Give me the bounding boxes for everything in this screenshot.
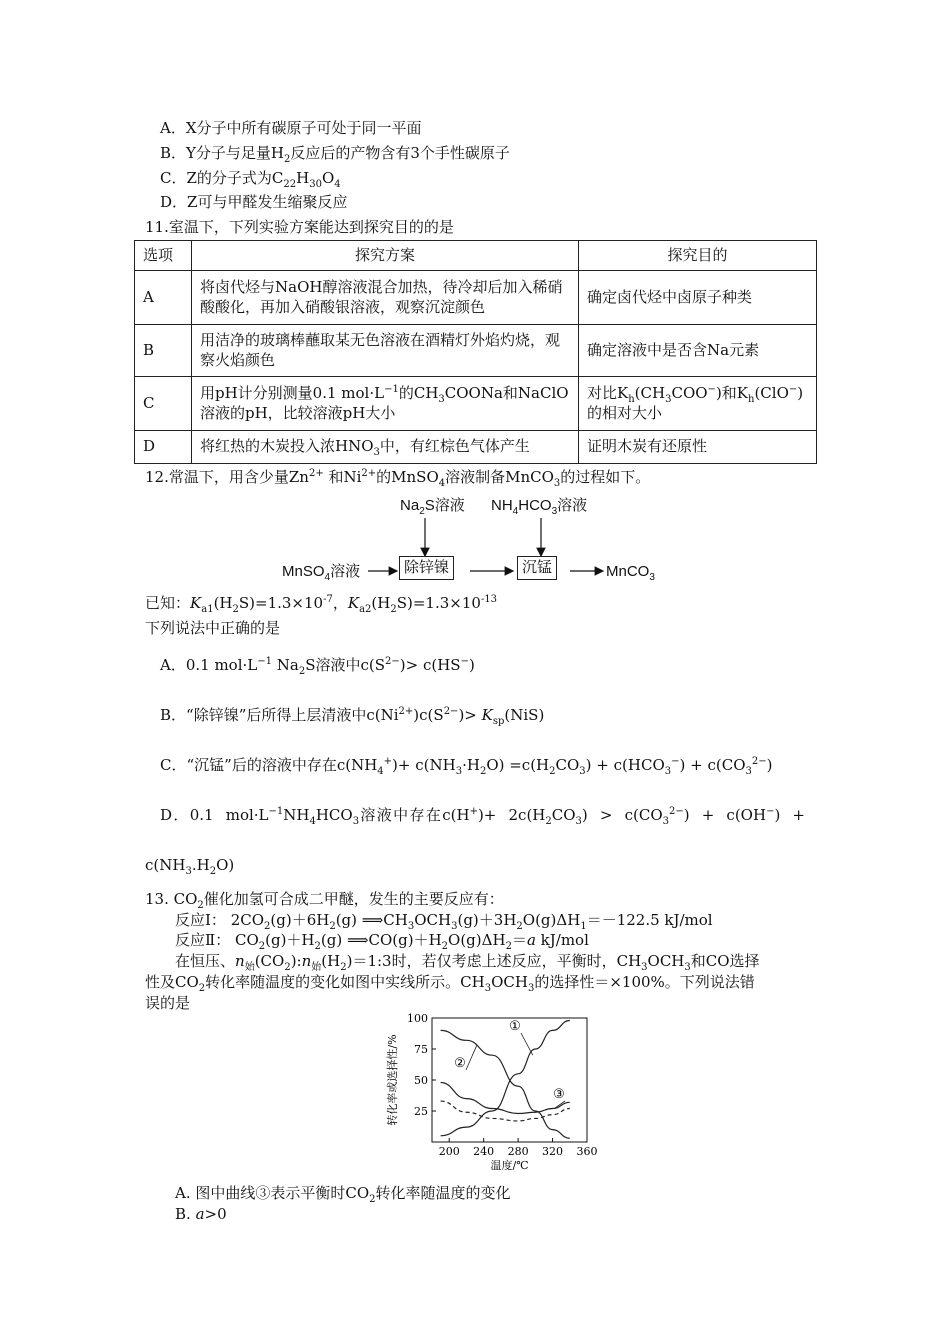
cell-option: C [135,377,192,431]
q13-reaction-2: 反应Ⅱ： $CO_2(g)+H_2(g)$ $⟹CO(g)+H_2O(g)\Delta H_2=a$ kJ/mol [175,931,589,952]
q13-chart [382,1010,612,1170]
y-tick-label: 75 [414,1043,428,1056]
table-row [135,377,817,431]
flow-reagent-na2s: $Na_2S$溶液 [400,497,465,517]
x-tick-label: 240 [473,1145,495,1158]
cell-plan: 将卤代烃与NaOH醇溶液混合加热，待冷却后加入稀硝酸酸化，再加入硝酸银溶液，观察沉淀颜色 [192,271,579,325]
y-tick-label: 100 [407,1012,428,1025]
cell-goal: 对比$K_h(CH_3COO^-)$和$K_h(ClO^-)$的相对大小 [579,377,817,431]
flow-reagent-nh4hco3: $NH_4HCO_3$溶液 [491,497,588,517]
curve-label-2: ② [454,1056,466,1071]
q13-reaction-1: 反应Ⅰ： $2CO_2(g)+6H_2(g)$ $⟹CH_3OCH_3(g)+3H_2O(g)\Delta H_1=-122.5$ kJ/mol [175,911,713,932]
curve-label-leader [466,1045,477,1070]
q13-condition-line-3: 误的是 [145,994,191,1012]
q12-stem: 12.常温下，用含少量$Zn^{2+}$ 和$Ni^{2+}$的MnSO$_4$溶液制备MnCO$_3$的过程如下。 [145,468,651,489]
series-curve-2 [441,1030,570,1138]
x-axis-label: 温度/℃ [490,1159,529,1170]
cell-option: D [135,431,192,464]
cell-option: A [135,271,192,325]
q12-option-b: B．“除锌镍”后所得上层清液中$c(Ni^{2+})c(S^{2-})> K_{sp}(NiS)$ [160,706,545,727]
flow-arrows [0,510,950,590]
curve-label-leader [554,1101,565,1109]
q12-option-a: A．0.1 $mol\cdot L^{-1}$ $Na_2S$溶液中$c(S^{2-})> c(HS^-)$ [160,656,475,677]
q12-option-c: C．“沉锰”后的溶液中存在$c(NH_4^+)+ c(NH_3\cdot H_2O) =c(H_2CO_3) + c(HCO_3^-) + c(CO_3^{2-})$ [160,756,773,777]
cell-goal: 确定卤代烃中卤原子种类 [579,271,817,325]
q12-option-d: D．0.1 $mol\cdot L^{-1}NH_4HCO_3$溶液中存在$c(H^+)+ 2c(H_2CO_3) > c(CO_3^{2-}) + c(OH^-)$ + [160,806,805,827]
q12-option-d-continued: $c(NH_3.H_2O)$ [145,856,235,877]
header-goal: 探究目的 [579,241,817,271]
x-tick-label: 320 [542,1145,564,1158]
cell-option: B [135,325,192,377]
q13-stem: 13. $CO_2$催化加氢可合成二甲醚，发生的主要反应有： [145,890,504,911]
q11-stem: 11.室温下，下列实验方案能达到探究目的的是 [145,218,454,236]
flow-start-mnso4: MnSO$_4$溶液 [282,563,361,583]
curve-label-1: ① [509,1019,521,1034]
flow-end-mnco3: MnCO$_3$ [606,563,655,583]
cell-plan: 用洁净的玻璃棒蘸取某无色溶液在酒精灯外焰灼烧，观察火焰颜色 [192,325,579,377]
table-row [135,271,817,325]
q11-table [134,240,817,464]
header-option: 选项 [135,241,192,271]
x-tick-label: 200 [438,1145,460,1158]
table-row [135,325,817,377]
q12-question: 下列说法中正确的是 [145,619,281,637]
q13-option-b: B. a>0 [175,1205,227,1223]
q10-option-c: C．Z的分子式为$C_{22}H_{30}O_4$ [160,169,341,190]
series-curve-1 [441,1020,570,1135]
curve-label-3: ③ [553,1087,565,1102]
table-row [135,431,817,464]
q10-option-d: D．Z可与甲醛发生缩聚反应 [160,193,348,211]
cell-goal: 证明木炭有还原性 [579,431,817,464]
cell-plan: 用pH计分别测量0.1 $mol\cdot L^{-1}$的$CH_3COONa$和NaClO溶液的pH，比较溶液pH大小 [192,377,579,431]
cell-goal: 确定溶液中是否含Na元素 [579,325,817,377]
q10-option-a: A．X分子中所有碳原子可处于同一平面 [160,119,422,137]
series-curve-3 [441,1082,570,1113]
q12-known: 已知：$K_{a1}(H_2S)=1.3\times 10^{-7}$，$K_{a2}(H_2S)=1.3\times 10^{-13}$ [145,594,498,615]
header-plan: 探究方案 [192,241,579,271]
curve-label-leader [521,1033,533,1055]
q13-condition-line-1: 在恒压、$n_始(CO_2):n_始(H_2)=1:3$时，若仅考虑上述反应，平衡时，$CH_3OCH_3$和CO选择 [175,952,760,973]
y-tick-label: 25 [414,1105,428,1118]
x-tick-label: 280 [507,1145,529,1158]
flow-step-remove-zn-ni: 除锌镍 [399,556,454,580]
q13-condition-line-2: 性及$CO_2$转化率随温度的变化如图中实线所示。$CH_3OCH_3$的选择性＝×100%。下列说法错 [145,973,755,994]
table-header-row [135,241,817,271]
y-tick-label: 50 [414,1074,428,1087]
x-tick-label: 360 [576,1145,598,1158]
q13-option-a: A. 图中曲线③表示平衡时$CO_2$转化率随温度的变化 [175,1184,511,1205]
cell-plan: 将红热的木炭投入浓$HNO_3$中，有红棕色气体产生 [192,431,579,464]
flow-step-precipitate-mn: 沉锰 [517,556,557,580]
q10-option-b: B．Y分子与足量$H_2$反应后的产物含有3个手性碳原子 [160,144,510,165]
y-axis-label: 转化率或选择性/% [386,1034,399,1126]
